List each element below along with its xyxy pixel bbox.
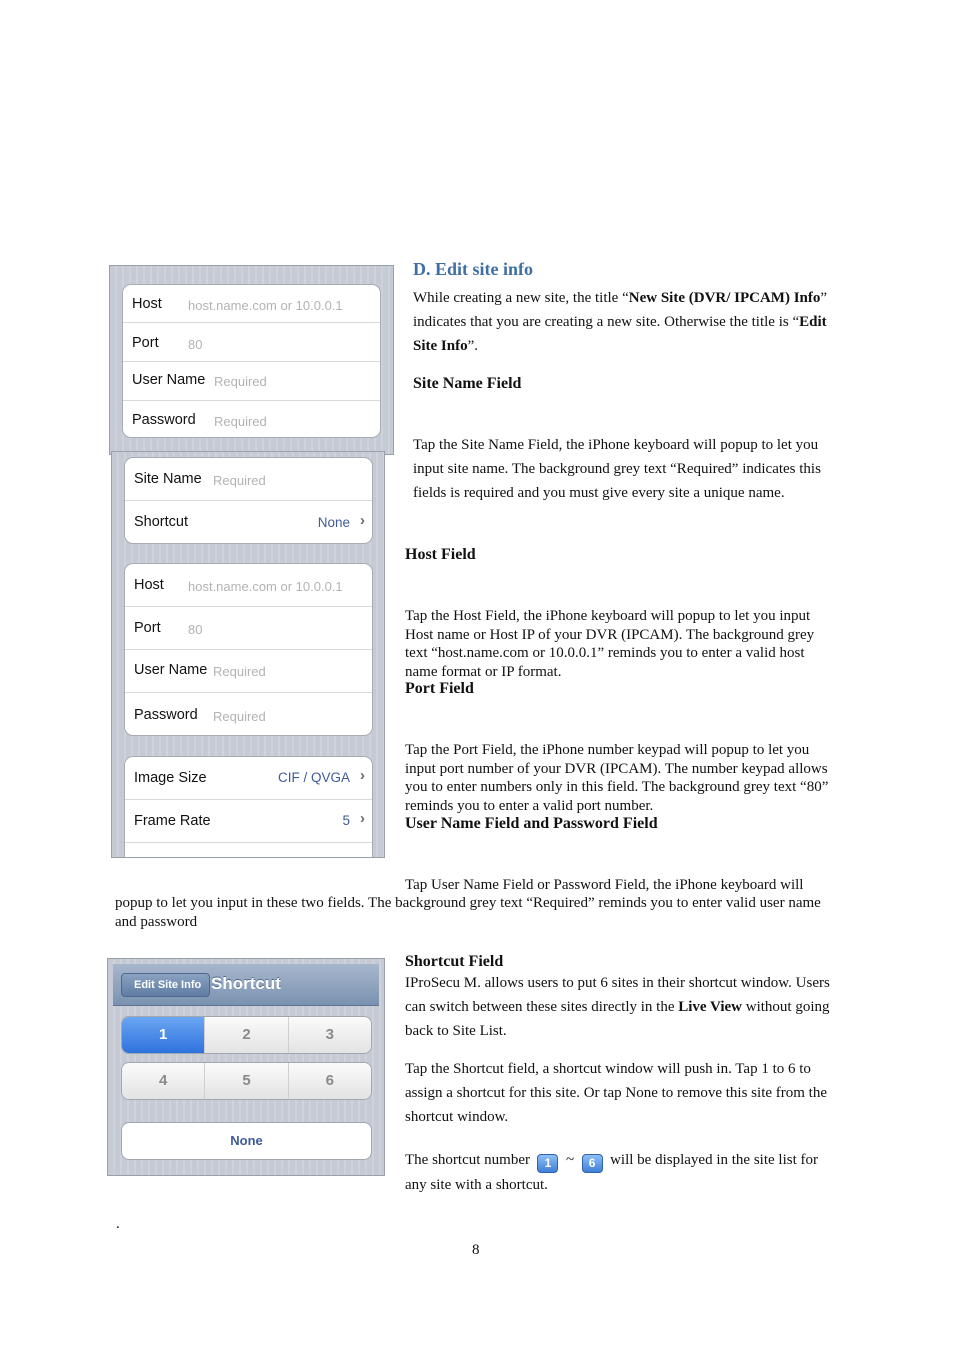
shortcut-para-1 bbox=[405, 971, 830, 1043]
user-name-row[interactable] bbox=[123, 362, 380, 401]
shortcut-text-1c: without going back to Site List. bbox=[405, 999, 830, 1039]
chevron-right-icon: › bbox=[360, 810, 365, 827]
shortcut-value: None bbox=[317, 515, 350, 530]
shortcut-para-2: Tap the Shortcut field, a shortcut window will push in. Tap 1 to 6 to assign a shortcut for this site. Or tap None to remove this site from the shortcut window. bbox=[405, 1061, 827, 1125]
intro-text-2: ” indicates that you are creating a new site. Otherwise the title is “ bbox=[413, 290, 828, 330]
user-name-label: User Name bbox=[132, 372, 206, 388]
video-group bbox=[124, 756, 373, 858]
image-size-value: CIF / QVGA bbox=[277, 770, 350, 785]
port-placeholder: 80 bbox=[188, 337, 203, 352]
user-name-placeholder: Required bbox=[213, 664, 266, 679]
nav-title: Shortcut bbox=[211, 974, 281, 993]
screenshot-edit-site-info bbox=[111, 451, 385, 858]
port-label: Port bbox=[132, 335, 159, 351]
host-body: Tap the Host Field, the iPhone keyboard will popup to let you input Host name or Host IP of your DVR (IPCAM). The background grey text “host.name.com or 10.0.0.1” reminds you to enter a valid host name format or IP format. bbox=[405, 608, 815, 680]
site-name-row[interactable] bbox=[125, 458, 372, 501]
user-name-label: User Name bbox=[134, 662, 208, 678]
host-label: Host bbox=[134, 577, 164, 593]
shortcut-5-button[interactable]: 5 bbox=[205, 1063, 288, 1099]
host-row[interactable] bbox=[125, 564, 372, 607]
none-button[interactable]: None bbox=[121, 1122, 372, 1160]
shortcut-1-badge-icon: 1 bbox=[537, 1154, 558, 1173]
shortcut-label: Shortcut bbox=[134, 514, 188, 530]
image-size-label: Image Size bbox=[134, 770, 207, 786]
host-placeholder: host.name.com or 10.0.0.1 bbox=[188, 579, 343, 594]
site-name-label: Site Name bbox=[134, 471, 202, 487]
tilde: ~ bbox=[565, 1152, 575, 1168]
shortcut-heading: Shortcut Field bbox=[405, 953, 504, 970]
user-pass-body-line1: Tap User Name Field or Password Field, the iPhone keyboard will bbox=[405, 877, 804, 893]
host-row[interactable] bbox=[123, 285, 380, 323]
nav-bar bbox=[113, 964, 379, 1006]
user-pass-body-rest: popup to let you input in these two fields. The background grey text “Required” reminds you to enter valid user name and password bbox=[115, 895, 821, 930]
intro-bold-2: Edit Site Info bbox=[413, 314, 827, 354]
shortcut-text-3b: will be displayed in the site list for any site with a shortcut. bbox=[405, 1152, 818, 1193]
connection-group bbox=[124, 563, 373, 736]
frame-rate-row[interactable] bbox=[125, 800, 372, 843]
frame-rate-label: Frame Rate bbox=[134, 813, 211, 829]
port-label: Port bbox=[134, 620, 161, 636]
intro-text-1: While creating a new site, the title “ bbox=[413, 290, 629, 306]
shortcut-4-button[interactable]: 4 bbox=[122, 1063, 205, 1099]
port-row[interactable] bbox=[125, 607, 372, 650]
password-row[interactable] bbox=[123, 401, 380, 438]
password-label: Password bbox=[134, 707, 198, 723]
site-group bbox=[124, 457, 373, 544]
page-number: 8 bbox=[472, 1242, 480, 1258]
shortcut-6-button[interactable]: 6 bbox=[289, 1063, 371, 1099]
host-settings-group bbox=[122, 284, 381, 438]
chevron-right-icon: › bbox=[360, 512, 365, 529]
shortcut-text-1a: IProSecu M. allows users to put 6 sites in their shortcut window. Users can switch between these sites directly in the bbox=[405, 975, 830, 1015]
shortcut-para-3 bbox=[405, 1148, 830, 1197]
site-name-heading: Site Name Field bbox=[413, 375, 522, 392]
host-placeholder: host.name.com or 10.0.0.1 bbox=[188, 298, 343, 313]
stray-dot: . bbox=[116, 1216, 120, 1232]
frame-rate-value: 5 bbox=[342, 813, 350, 828]
image-size-row[interactable] bbox=[125, 757, 372, 800]
shortcut-text-3a: The shortcut number bbox=[405, 1152, 530, 1168]
password-placeholder: Required bbox=[214, 414, 267, 429]
chevron-right-icon: › bbox=[360, 767, 365, 784]
screenshot-shortcut-window bbox=[107, 958, 385, 1176]
screenshot-host-fields bbox=[109, 265, 394, 455]
shortcut-row-2 bbox=[121, 1062, 372, 1100]
next-row[interactable] bbox=[125, 843, 372, 858]
shortcut-6-badge-icon: 6 bbox=[582, 1154, 603, 1173]
port-heading: Port Field bbox=[405, 680, 474, 697]
intro-paragraph bbox=[413, 286, 833, 358]
shortcut-2-button[interactable]: 2 bbox=[205, 1017, 288, 1053]
shortcut-row-1 bbox=[121, 1016, 372, 1054]
password-row[interactable] bbox=[125, 693, 372, 736]
site-name-placeholder: Required bbox=[213, 473, 266, 488]
user-name-row[interactable] bbox=[125, 650, 372, 693]
shortcut-3-button[interactable]: 3 bbox=[289, 1017, 371, 1053]
port-placeholder: 80 bbox=[188, 622, 203, 637]
password-label: Password bbox=[132, 412, 196, 428]
site-name-body-a bbox=[413, 433, 838, 505]
section-heading: D. Edit site info bbox=[413, 259, 534, 279]
shortcut-row[interactable] bbox=[125, 501, 372, 544]
intro-bold-1: New Site (DVR/ IPCAM) Info bbox=[628, 290, 821, 306]
shortcut-1-button[interactable]: 1 bbox=[122, 1017, 205, 1053]
port-row[interactable] bbox=[123, 323, 380, 362]
site-name-body: Tap the Site Name Field, the iPhone keyboard will popup to let you input site name. The background grey text “Required” indicates this fields is required and you must give every site a unique name. bbox=[413, 437, 821, 501]
user-name-placeholder: Required bbox=[214, 374, 267, 389]
password-placeholder: Required bbox=[213, 709, 266, 724]
host-label: Host bbox=[132, 296, 162, 312]
intro-text-3: ”. bbox=[467, 338, 479, 354]
live-view-bold: Live View bbox=[678, 999, 742, 1015]
host-heading: Host Field bbox=[405, 546, 476, 563]
back-button[interactable]: Edit Site Info bbox=[121, 973, 210, 997]
port-body: Tap the Port Field, the iPhone number keypad will popup to let you input port number of your DVR (IPCAM). The number keypad allows you to enter numbers only in this field. The background grey text “80” reminds you to enter a valid port number. bbox=[405, 742, 829, 814]
user-pass-heading: User Name Field and Password Field bbox=[405, 815, 658, 832]
